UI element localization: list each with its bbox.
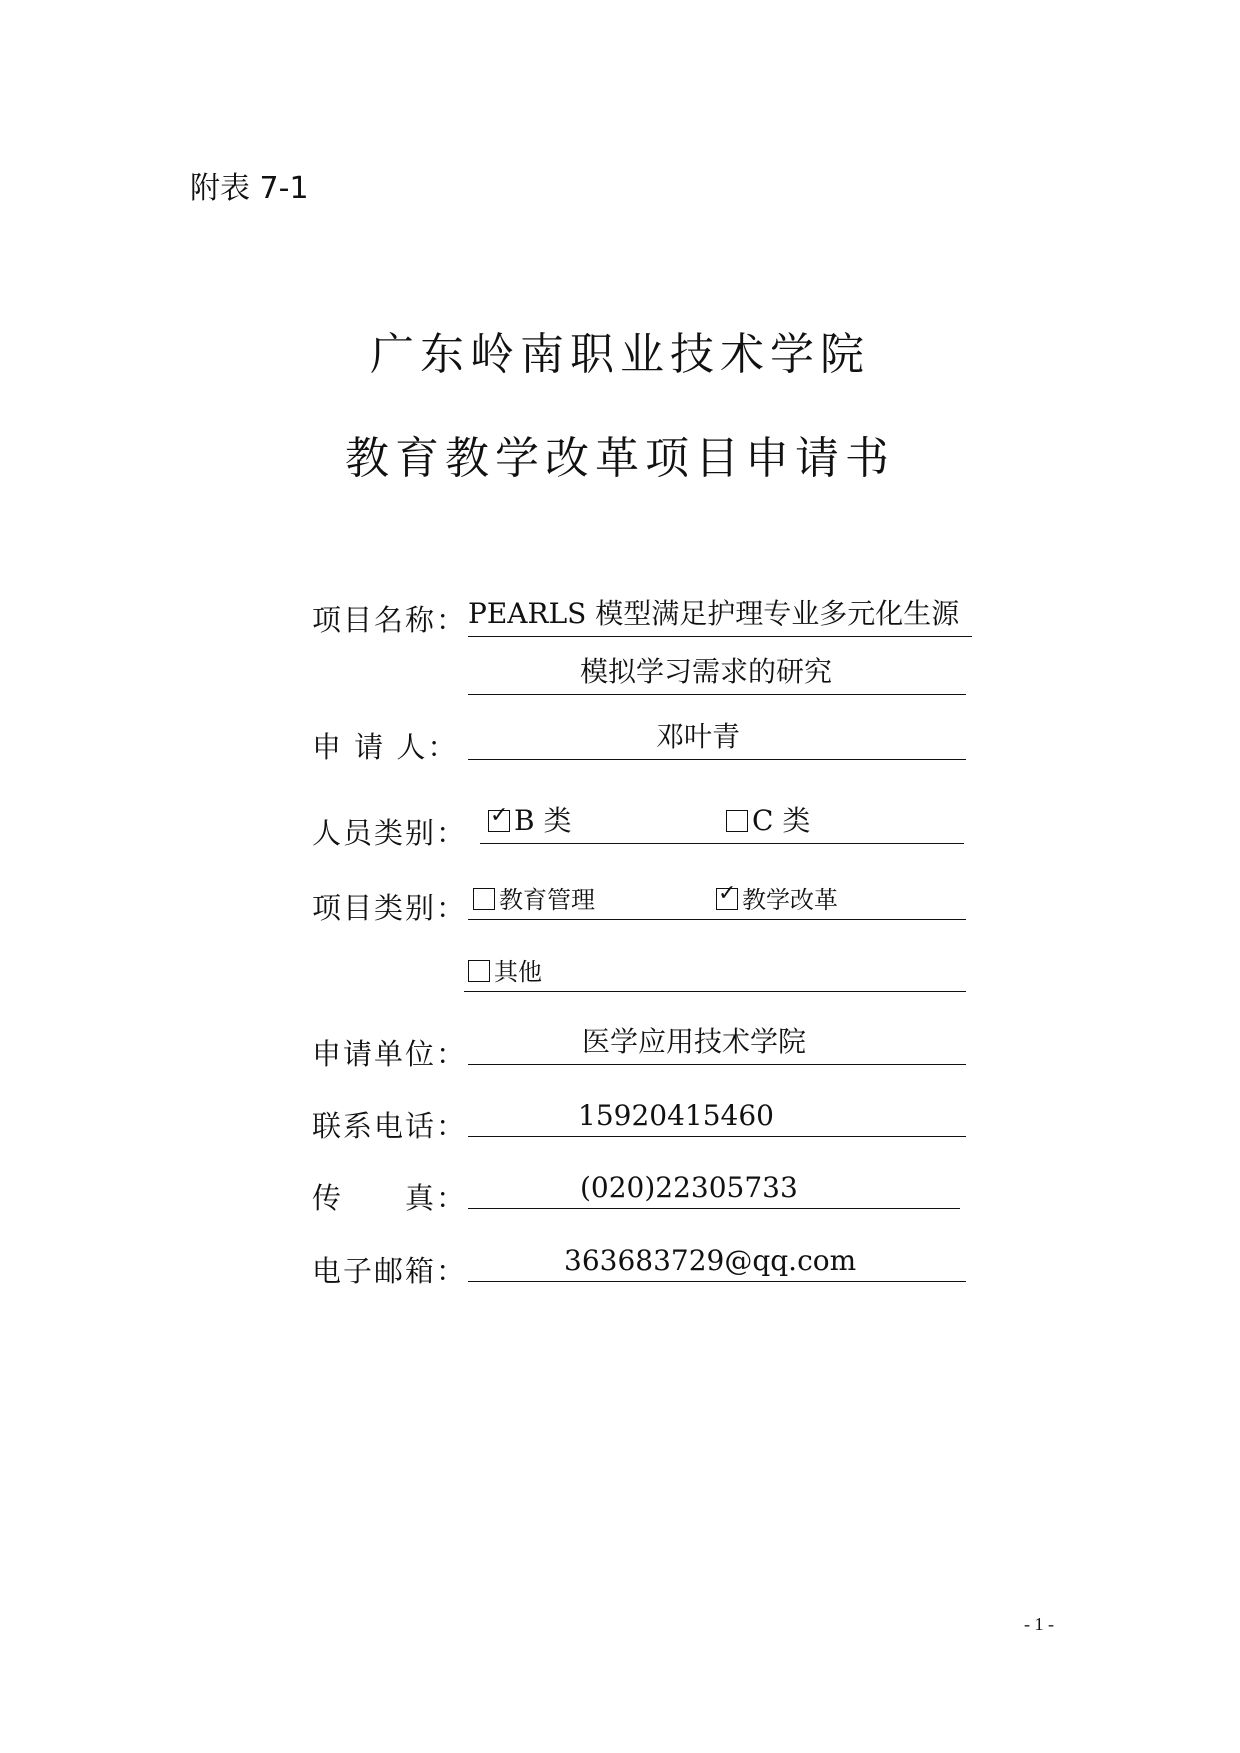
document-title-line-1: 广东岭南职业技术学院: [370, 329, 870, 380]
personnel-option-c-label: C 类: [752, 804, 811, 837]
project-option-other[interactable]: [468, 952, 542, 987]
personnel-option-b[interactable]: [488, 799, 571, 839]
checkbox-checked-icon[interactable]: [716, 881, 738, 910]
personnel-category-label: 人员类别：: [312, 816, 468, 850]
email-label: 电子邮箱：: [312, 1254, 468, 1288]
applicant-value: 邓叶青: [656, 720, 741, 753]
personnel-option-b-label: B 类: [514, 804, 572, 837]
project-name-field-line2: [468, 654, 966, 695]
phone-label: 联系电话：: [312, 1109, 468, 1143]
check-mark-icon: ✓: [490, 803, 509, 828]
checkbox-empty-icon[interactable]: [726, 810, 748, 832]
applicant-label: 申 请 人：: [312, 730, 459, 764]
project-name-value-line1: PEARLS 模型满足护理专业多元化生源: [468, 597, 960, 630]
project-category-label: 项目类别：: [312, 891, 468, 925]
project-name-label: 项目名称：: [312, 603, 468, 637]
project-option-teaching-reform[interactable]: [716, 880, 838, 915]
project-option-education-management-label: 教育管理: [499, 886, 595, 914]
page-number: - 1 -: [1024, 1614, 1054, 1634]
annex-label: 附表 7-1: [190, 171, 309, 206]
checkbox-checked-icon[interactable]: [488, 803, 510, 832]
phone-field: [468, 1096, 966, 1137]
unit-field: [468, 1024, 966, 1065]
phone-value: 15920415460: [578, 1099, 774, 1132]
checkbox-empty-icon[interactable]: [468, 960, 490, 982]
fax-field: [468, 1168, 960, 1209]
applicant-field: [468, 719, 966, 760]
email-field: [468, 1241, 966, 1282]
project-name-value-line2: 模拟学习需求的研究: [580, 655, 833, 688]
project-category-field-line2: [464, 951, 966, 992]
project-option-education-management[interactable]: [473, 880, 595, 915]
project-category-field-line1: [468, 879, 966, 920]
email-value: 363683729@qq.com: [564, 1244, 857, 1277]
project-option-other-label: 其他: [494, 958, 542, 986]
fax-value: (020)22305733: [580, 1171, 798, 1204]
checkbox-empty-icon[interactable]: [473, 888, 495, 910]
project-name-field-line1: [468, 596, 972, 637]
check-mark-icon: ✓: [718, 881, 737, 906]
personnel-category-field: [480, 803, 964, 844]
personnel-option-c[interactable]: [726, 799, 810, 839]
unit-value: 医学应用技术学院: [582, 1025, 807, 1058]
document-title-line-2: 教育教学改革项目申请书: [345, 433, 895, 484]
fax-label: 传 真：: [312, 1181, 468, 1215]
project-option-teaching-reform-label: 教学改革: [742, 886, 838, 914]
unit-label: 申请单位：: [312, 1037, 468, 1071]
